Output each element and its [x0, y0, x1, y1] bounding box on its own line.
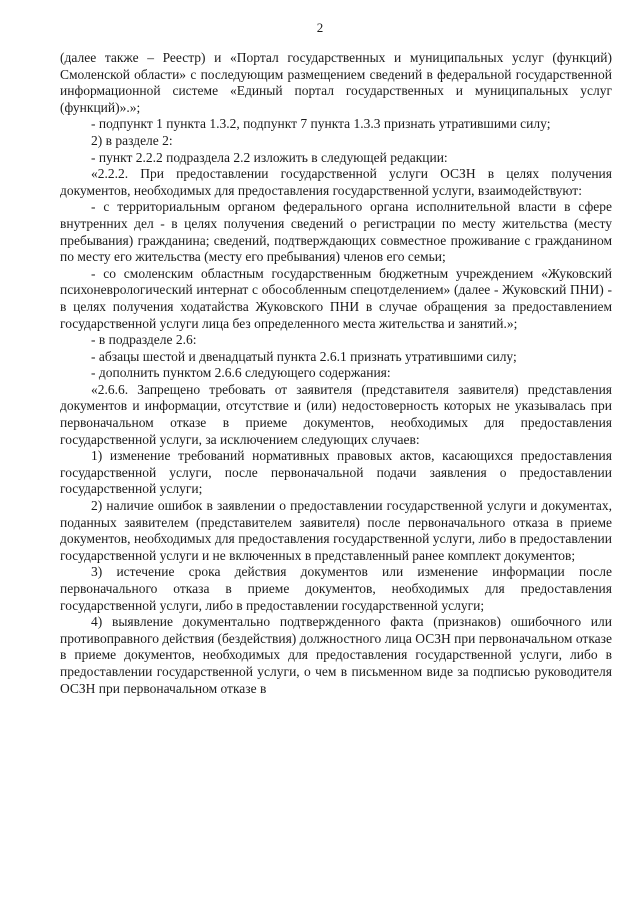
page-number: 2 [316, 20, 324, 35]
paragraph: «2.2.2. При предоставлении государственной услуги ОСЗН в целях получения документов, необходимых для предоставления государственной услуги, взаимодействуют: [60, 166, 612, 198]
paragraph: «2.6.6. Запрещено требовать от заявителя (представителя заявителя) представления документов и информации, отсутствие и (или) недостоверность которых не указывалась при первоначальном отказе в приеме документов, необходимых для предоставления государственной услуги, за исключением следующих случаев: [60, 381, 612, 447]
paragraph: (далее также – Реестр) и «Портал государственных и муниципальных услуг (функций) Смоленской области» с последующим размещением сведений в федеральной государственной информационной системе «Единый портал государственных и муниципальных услуг (функций)».»; [60, 50, 612, 115]
paragraph: 1) изменение требований нормативных правовых актов, касающихся предоставления государственной услуги, после первоначальной подачи заявления о предоставлении государственной услуги; [60, 448, 612, 497]
paragraph: - в подразделе 2.6: [91, 332, 197, 348]
paragraph: - абзацы шестой и двенадцатый пункта 2.6.1 признать утратившими силу; [91, 348, 517, 364]
document-body [60, 50, 612, 697]
paragraph: - подпункт 1 пункта 1.3.2, подпункт 7 пункта 1.3.3 признать утратившими силу; [91, 116, 551, 132]
paragraph: 2) наличие ошибок в заявлении о предоставлении государственной услуги и документах, поданных заявителем (представителем заявителя) после первоначального отказа в приеме документов, необходимых для предоставления государственной услуги, либо в предоставлении государственной услуги и не включенных в представленный ранее комплект документов; [60, 498, 612, 563]
paragraph: - с территориальным органом федерального органа исполнительной власти в сфере внутренних дел - в целях получения сведений о регистрации по месту жительства (месту пребывания) гражданина; сведений, подтверждающих совместное проживание с гражданином по месту его жительства (месту его пребывания) членов его семьи; [60, 199, 612, 265]
paragraph: 4) выявление документально подтвержденного факта (признаков) ошибочного или противоправного действия (бездействия) должностного лица ОСЗН при первоначальном отказе в приеме документов, необходимых для предоставления государственной услуги, либо в предоставлении государственной услуги, о чем в письменном виде за подписью руководителя ОСЗН при первоначальном отказе в [60, 614, 612, 696]
paragraph: - дополнить пунктом 2.6.6 следующего содержания: [91, 365, 391, 381]
paragraph: 2) в разделе 2: [91, 132, 173, 148]
paragraph: 3) истечение срока действия документов или изменение информации после первоначального отказа в приеме документов, необходимых для предоставления государственной услуги, либо в предоставлении государственной услуги; [60, 564, 612, 613]
paragraph: - пункт 2.2.2 подраздела 2.2 изложить в следующей редакции: [91, 149, 448, 165]
paragraph: - со смоленским областным государственным бюджетным учреждением «Жуковский психоневрологический интернат с обособленным спецотделением» (далее - Жуковский ПНИ) - в целях получения ходатайства Жуковского ПНИ в случае обращения за предоставлением государственной услуги лица без определенного места жительства и занятий.»; [60, 265, 612, 331]
